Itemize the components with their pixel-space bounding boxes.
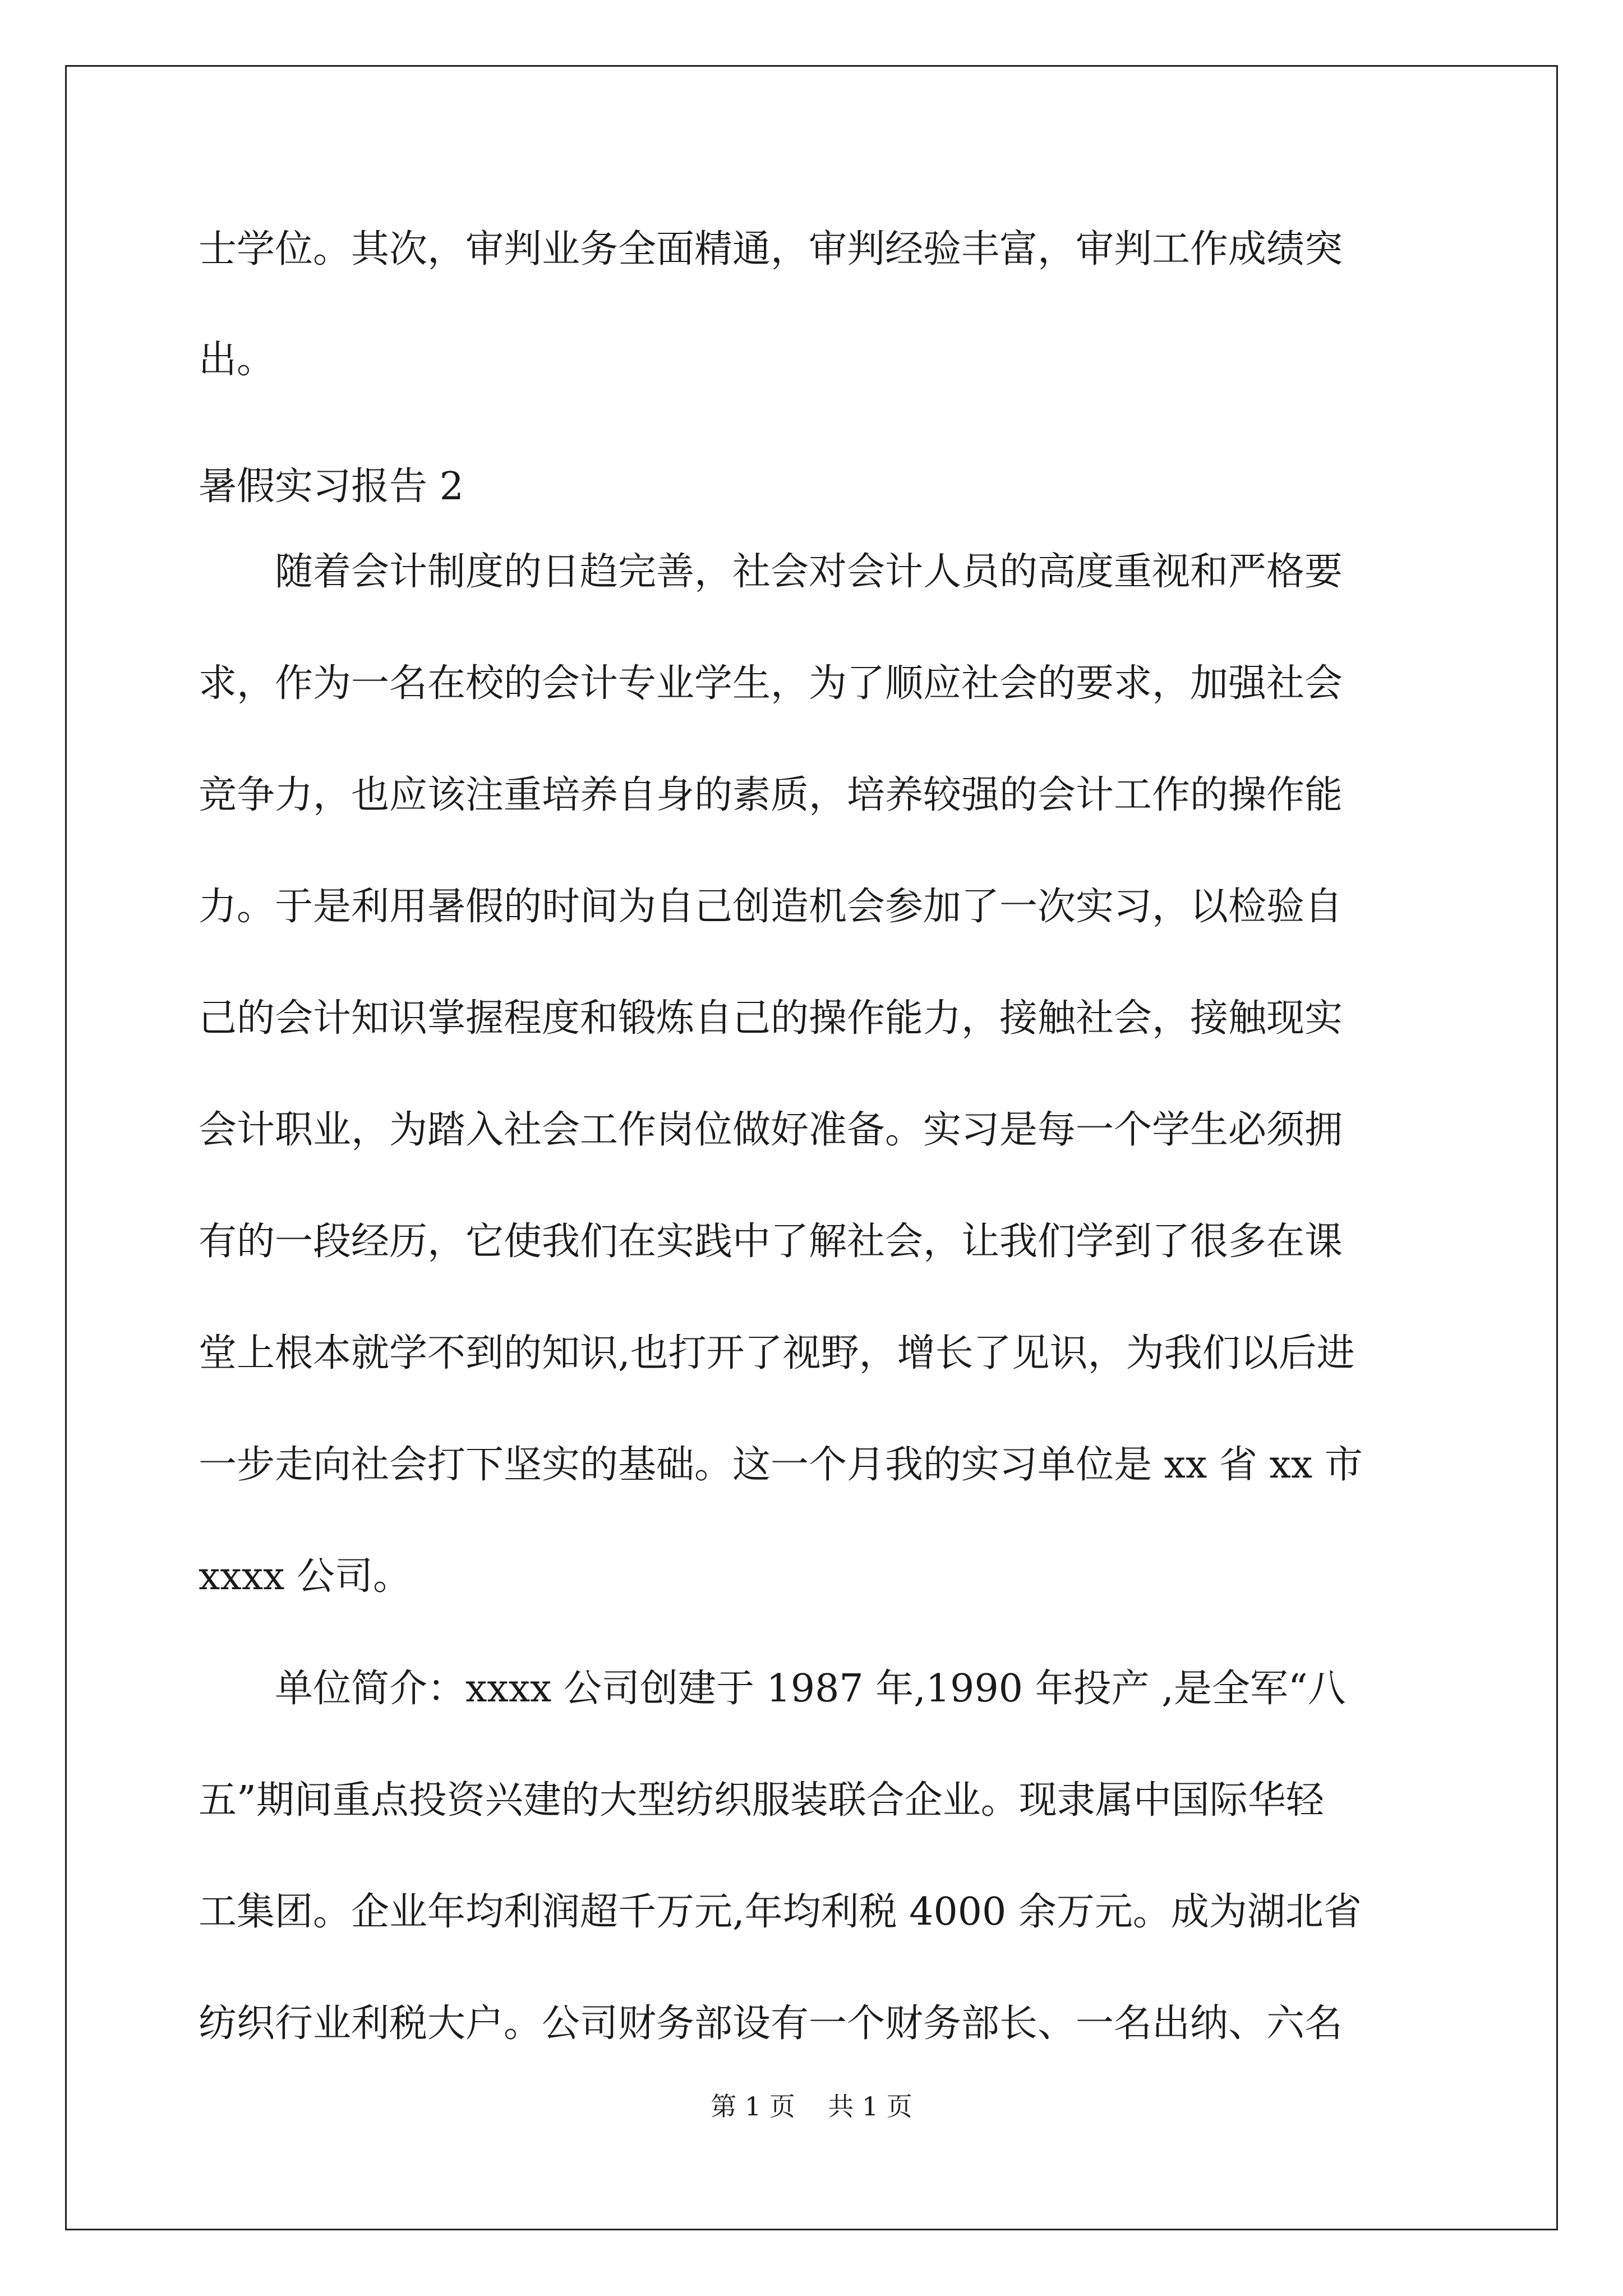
paragraph-1-line-3: 竞争力，也应该注重培养自身的素质，培养较强的会计工作的操作能 [199, 773, 1343, 817]
paragraph-2-line-3: 工集团。企业年均利润超千万元,年均利税 4000 余万元。成为湖北省 [199, 1890, 1362, 1934]
text-line-2: 出。 [199, 338, 275, 382]
paragraph-1-line-9: 一步走向社会打下坚实的基础。这一个月我的实习单位是 xx 省 xx 市 [199, 1443, 1363, 1487]
text-line-1: 士学位。其次，审判业务全面精通，审判经验丰富，审判工作成绩突 [199, 227, 1343, 272]
paragraph-2-line-4: 纺织行业利税大户。公司财务部设有一个财务部长、一名出纳、六名 [199, 2001, 1343, 2046]
paragraph-1-line-6: 会计职业，为踏入社会工作岗位做好准备。实习是每一个学生必须拥 [199, 1108, 1343, 1152]
paragraph-1-line-8: 堂上根本就学不到的知识,也打开了视野，增长了见识，为我们以后进 [199, 1331, 1355, 1375]
paragraph-1-line-4: 力。于是利用暑假的时间为自己创造机会参加了一次实习，以检验自 [199, 885, 1343, 929]
paragraph-1-line-2: 求，作为一名在校的会计专业学生，为了顺应社会的要求，加强社会 [199, 661, 1343, 706]
paragraph-2-line-2: 五”期间重点投资兴建的大型纺织服装联合企业。现隶属中国际华轻 [199, 1778, 1324, 1823]
paragraph-2-line-1: 单位简介：xxxx 公司创建于 1987 年,1990 年投产 ,是全军“八 [275, 1667, 1346, 1711]
page-footer: 第 1 页 共 1 页 [711, 2091, 912, 2122]
paragraph-1-line-5: 己的会计知识掌握程度和锻炼自己的操作能力，接触社会，接触现实 [199, 996, 1343, 1041]
section-heading: 暑假实习报告 2 [199, 464, 464, 509]
paragraph-1-line-10: xxxx 公司。 [199, 1554, 412, 1599]
paragraph-1-line-1: 随着会计制度的日趋完善，社会对会计人员的高度重视和严格要 [275, 550, 1343, 594]
paragraph-1-line-7: 有的一段经历，它使我们在实践中了解社会，让我们学到了很多在课 [199, 1220, 1343, 1264]
